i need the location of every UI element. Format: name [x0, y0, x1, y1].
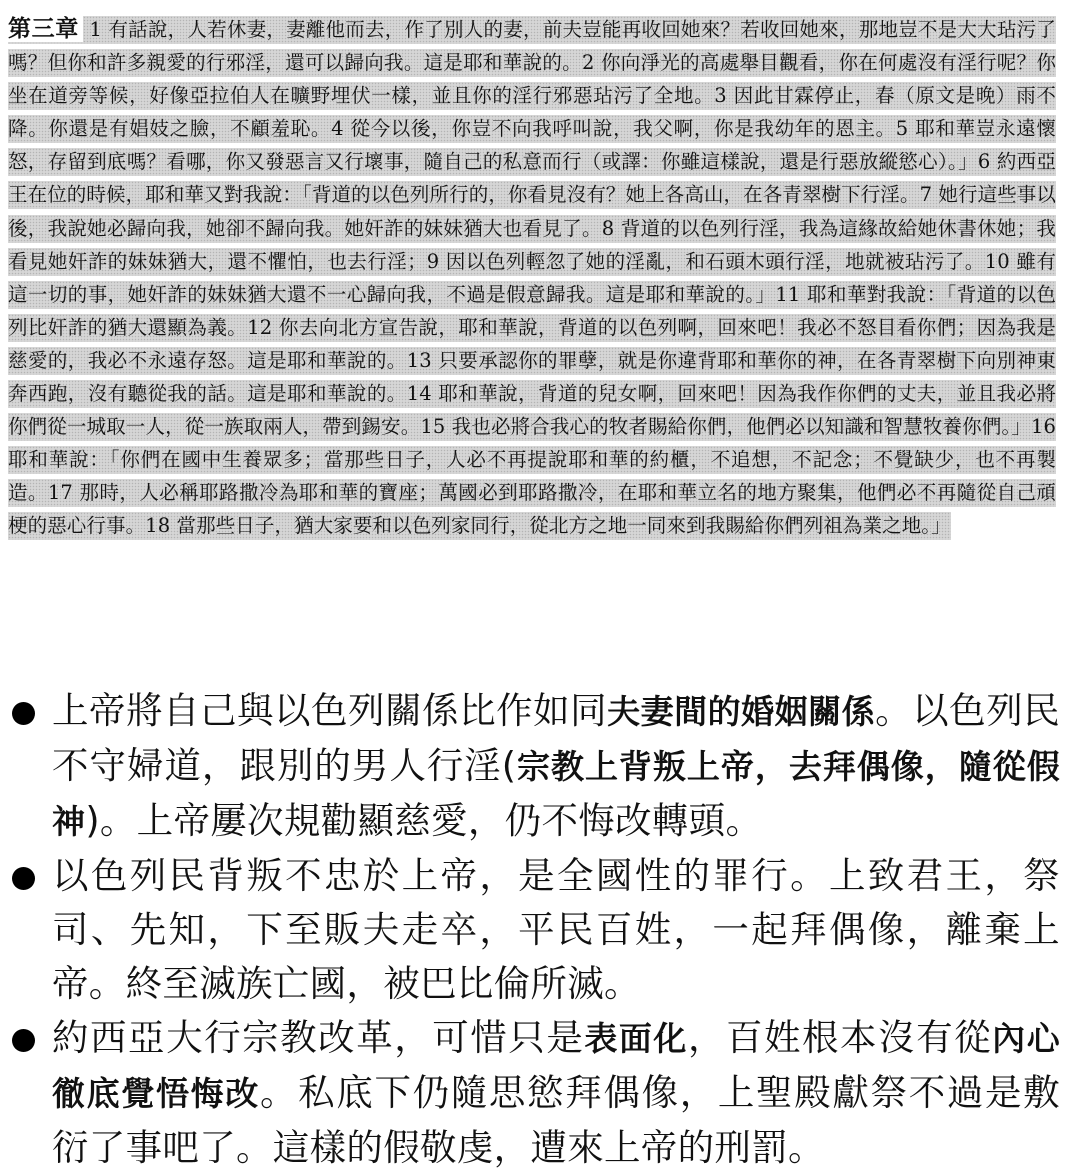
- bullet-dot-icon: [12, 1029, 35, 1052]
- scripture-highlight: [8, 16, 1056, 540]
- bullet-3-text-c: 。私底下仍隨思慾拜偶像，上聖殿獻祭不過是敷衍了事吧了。這樣的假敬虔，遭來上帝的刑罰。: [52, 1071, 1060, 1169]
- bullet-3-emphasis-b: 內心徹底覺悟悔改: [52, 1019, 1060, 1113]
- bullet-3-text-b: ，百姓根本沒有從: [687, 1016, 993, 1059]
- commentary-bullet-2: [10, 849, 1060, 1011]
- bullet-1-emphasis-b: 宗教上背叛上帝，去拜偶像，隨從假神: [52, 747, 1060, 841]
- scripture-text: 1 有話說，人若休妻，妻離他而去，作了別人的妻，前夫豈能再收回她來？若收回她來，那地豈不是大大玷污了嗎？但你和許多親愛的行邪淫，還可以歸向我。這是耶和華說的。2 你向淨光的高處舉目觀看，你在何處沒有淫行呢？你坐在道旁等候，好像亞拉伯人在曠野埋伏一樣，並且你的淫行邪惡玷污了全地。3 因此甘霖停止，春（原文是晚）雨不降。你還是有娼妓之臉，不顧羞恥。4 從今以後，你豈不向我呼叫說，我父啊，你是我幼年的恩主。5 耶和華豈永遠懷怒，存留到底嗎？看哪，你又發惡言又行壞事，隨自己的私意而行（或譯：你雖這樣說，還是行惡放縱慾心）。」6 約西亞王在位的時候，耶和華又對我說：「背道的以色列所行的，你看見沒有？她上各高山，在各青翠樹下行淫。7 她行這些事以後，我說她必歸向我，她卻不歸向我。她奸詐的妹妹猶大也看見了。8 背道的以色列行淫，我為這緣故給她休書休她；我看見她奸詐的妹妹猶大，還不懼怕，也去行淫；9 因以色列輕忽了她的淫亂，和石頭木頭行淫，地就被玷污了。10 雖有這一切的事，她奸詐的妹妹猶大還不一心歸向我，不過是假意歸我。這是耶和華說的。」11 耶和華對我說：「背道的以色列比奸詐的猶大還顯為義。12 你去向北方宣告說，耶和華說，背道的以色列啊，回來吧！我必不怒目看你們；因為我是慈愛的，我必不永遠存怒。這是耶和華說的。13 只要承認你的罪孽，就是你違背耶和華你的神，在各青翠樹下向別神東奔西跑，沒有聽從我的話。這是耶和華說的。14 耶和華說，背道的兒女啊，回來吧！因為我作你們的丈夫，並且我必將你們從一城取一人，從一族取兩人，帶到錫安。15 我也必將合我心的牧者賜給你們，他們必以知識和智慧牧養你們。」16 耶和華說：「你們在國中生養眾多；當那些日子，人必不再提說耶和華的約櫃，不追想，不記念；不覺缺少，也不再製造。17 那時，人必稱耶路撒冷為耶和華的寶座；萬國必到耶路撒冷，在耶和華立名的地方聚集，他們必不再隨從自己頑梗的惡心行事。18 當那些日子，猶大家要和以色列家同行，從北方之地一同來到我賜給你們列祖為業之地。」: [8, 18, 1056, 538]
- bullet-dot-icon: [12, 867, 35, 890]
- commentary-bullet-list: [10, 684, 1060, 1175]
- commentary-bullet-3: [10, 1011, 1060, 1175]
- scripture-passage: [8, 12, 1056, 675]
- bullet-3-text-a: 約西亞大行宗教改革，可惜只是: [52, 1016, 585, 1059]
- commentary-bullet-1: [10, 684, 1060, 849]
- bullet-2-text: 以色列民背叛不忠於上帝，是全國性的罪行。上致君王，祭司、先知，下至販夫走卒，平民百姓，一起拜偶像，離棄上帝。終至滅族亡國，被巴比倫所滅。: [52, 854, 1060, 1005]
- bullet-dot-icon: [12, 702, 35, 725]
- bullet-1-text-b: 。以色列民不守婦道，跟別的男人行淫(: [52, 689, 1061, 787]
- bullet-1-emphasis-a: 夫妻間的婚姻關係: [607, 692, 876, 731]
- bullet-1-text-a: 上帝將自己與以色列關係比作如同: [52, 689, 608, 732]
- bullet-1-text-c: )。上帝屢次規勸顯慈愛，仍不悔改轉頭。: [85, 799, 763, 842]
- chapter-heading: 第三章: [8, 15, 83, 42]
- bullet-3-emphasis-a: 表面化: [584, 1019, 688, 1058]
